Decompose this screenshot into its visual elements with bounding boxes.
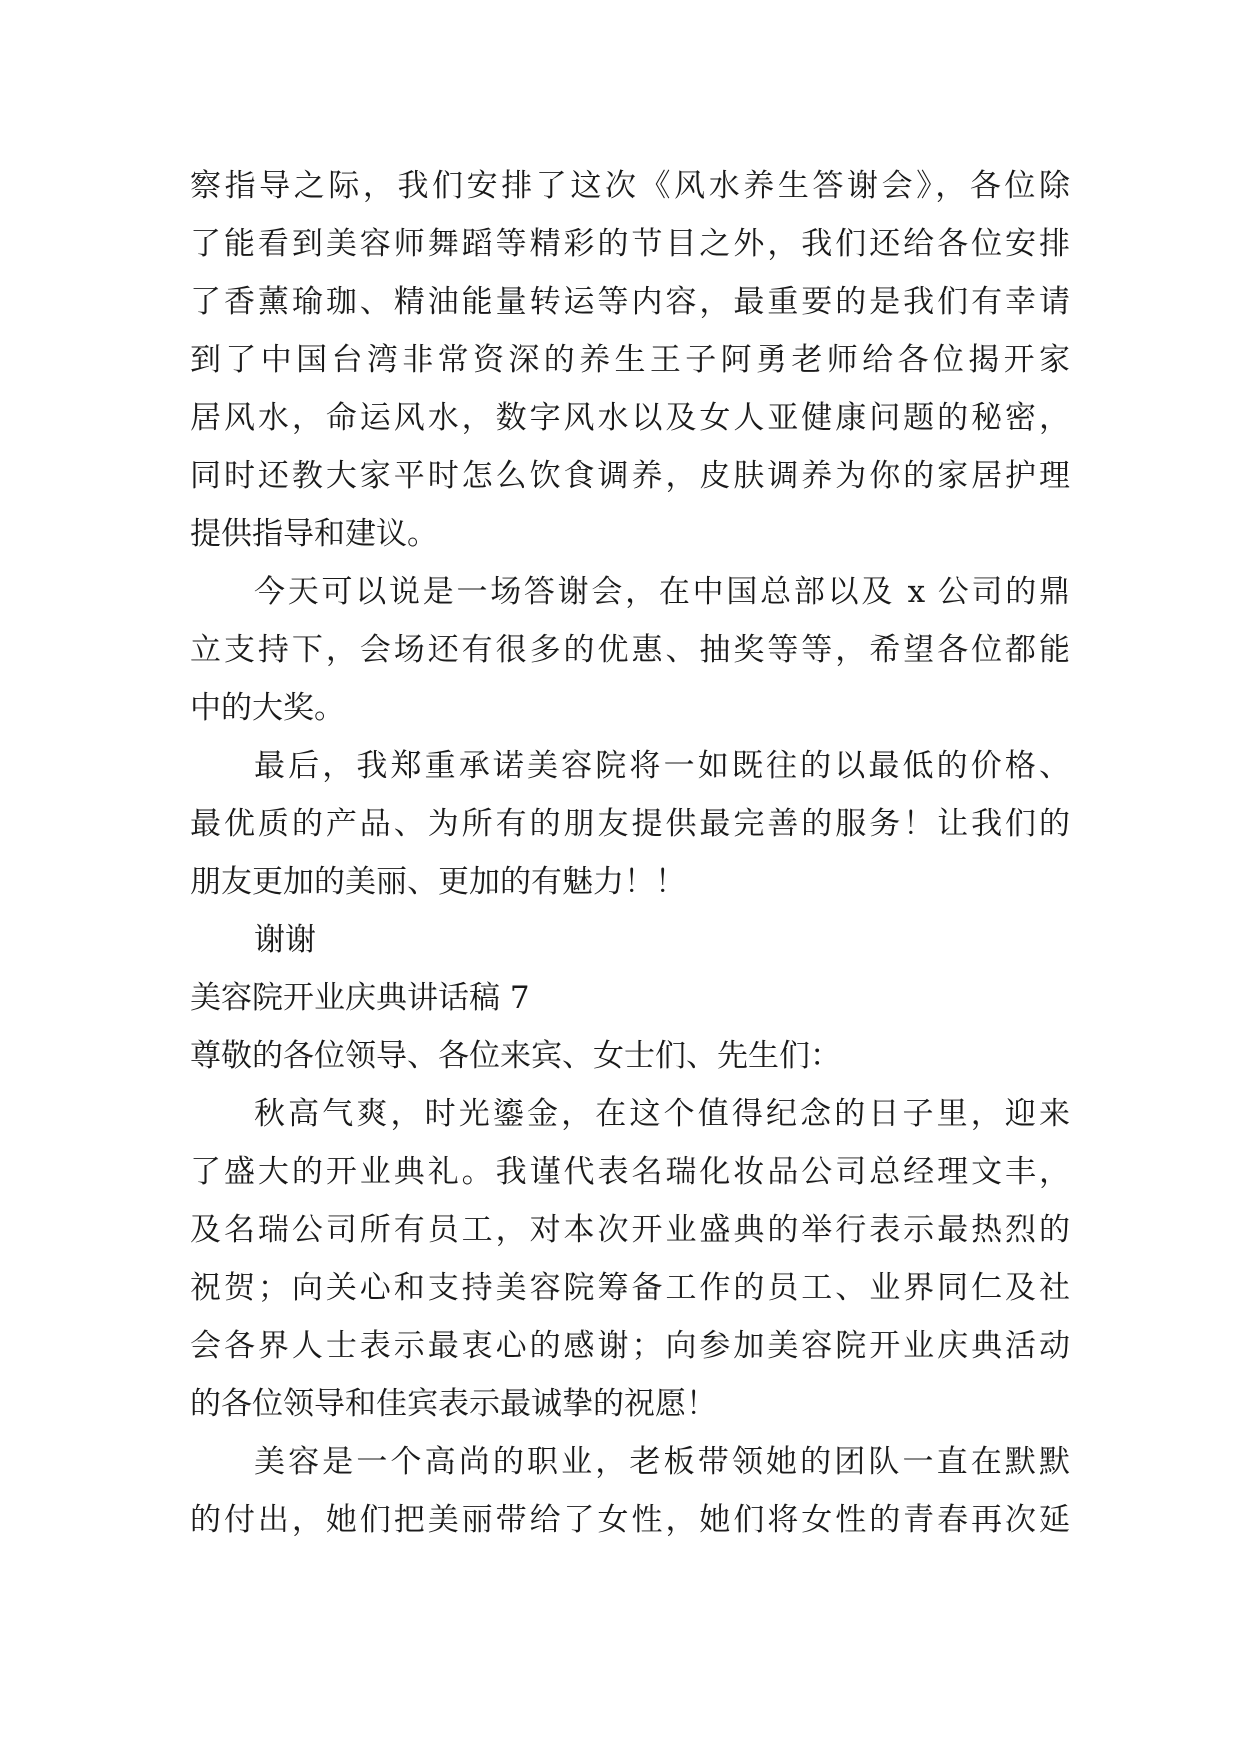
text-line: 祝贺；向关心和支持美容院筹备工作的员工、业界同仁及社 <box>190 1270 1070 1306</box>
text-line: 同时还教大家平时怎么饮食调养，皮肤调养为你的家居护理 <box>190 458 1070 494</box>
text-line: 美容是一个高尚的职业，老板带领她的团队一直在默默 <box>254 1444 1070 1480</box>
text-line: 谢谢 <box>254 922 316 958</box>
text-line: 朋友更加的美丽、更加的有魅力！！ <box>190 864 686 900</box>
text-line: 会各界人士表示最衷心的感谢；向参加美容院开业庆典活动 <box>190 1328 1070 1364</box>
text-line: 及名瑞公司所有员工，对本次开业盛典的举行表示最热烈的 <box>190 1212 1070 1248</box>
text-line: 居风水，命运风水，数字风水以及女人亚健康问题的秘密， <box>190 400 1070 436</box>
salutation: 尊敬的各位领导、各位来宾、女士们、先生们： <box>190 1038 841 1074</box>
text-line: 提供指导和建议。 <box>190 516 438 552</box>
text-line: 察指导之际，我们安排了这次《风水养生答谢会》，各位除 <box>190 168 1070 204</box>
text-line: 的付出，她们把美丽带给了女性，她们将女性的青春再次延 <box>190 1502 1070 1538</box>
text-line: 了香薰瑜珈、精油能量转运等内容，最重要的是我们有幸请 <box>190 284 1070 320</box>
text-line: 了盛大的开业典礼。我谨代表名瑞化妆品公司总经理文丰， <box>190 1154 1070 1190</box>
text-line: 到了中国台湾非常资深的养生王子阿勇老师给各位揭开家 <box>190 342 1070 378</box>
text-line: 最后，我郑重承诺美容院将一如既往的以最低的价格、 <box>254 748 1070 784</box>
text-line: 秋高气爽，时光鎏金，在这个值得纪念的日子里，迎来 <box>254 1096 1070 1132</box>
text-line: 了能看到美容师舞蹈等精彩的节目之外，我们还给各位安排 <box>190 226 1070 262</box>
section-title: 美容院开业庆典讲话稿 7 <box>190 980 530 1016</box>
text-line: 立支持下，会场还有很多的优惠、抽奖等等，希望各位都能 <box>190 632 1070 668</box>
text-line: 的各位领导和佳宾表示最诚挚的祝愿！ <box>190 1386 717 1422</box>
text-line: 今天可以说是一场答谢会，在中国总部以及 x 公司的鼎 <box>254 574 1070 610</box>
text-line: 中的大奖。 <box>190 690 345 726</box>
text-line: 最优质的产品、为所有的朋友提供最完善的服务！让我们的 <box>190 806 1070 842</box>
